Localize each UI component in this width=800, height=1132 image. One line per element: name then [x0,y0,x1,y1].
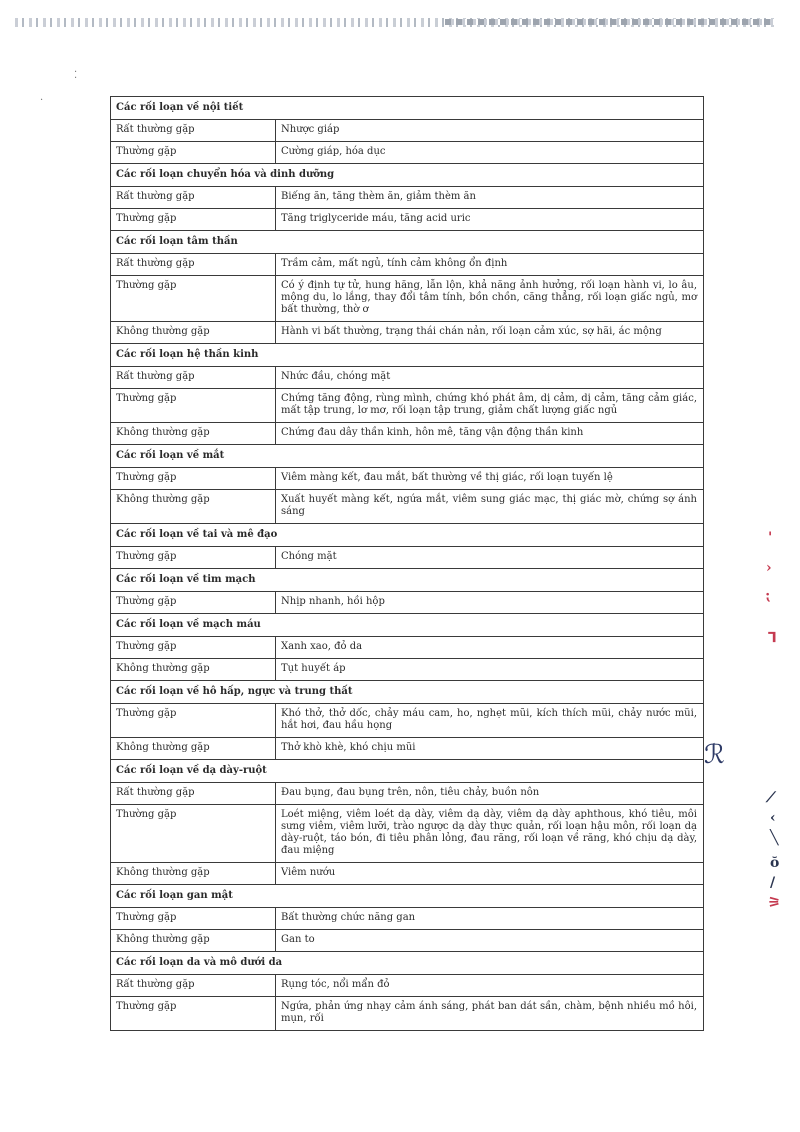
table-row [111,254,704,276]
section-header-row [111,760,704,783]
effect-cell: Viêm màng kết, đau mắt, bất thường về thị giác, rối loạn tuyến lệ [276,468,704,490]
table-row [111,276,704,322]
table-row [111,738,704,760]
effect-cell: Nhịp nhanh, hồi hộp [276,592,704,614]
effect-cell: Trầm cảm, mất ngủ, tính cảm không ổn định [276,254,704,276]
frequency-cell: Thường gặp [111,389,276,423]
table-row [111,423,704,445]
effect-cell: Đau bụng, đau bụng trên, nôn, tiêu chảy, buồn nôn [276,783,704,805]
effect-cell: Nhức đầu, chóng mặt [276,367,704,389]
frequency-cell: Thường gặp [111,805,276,863]
section-header-row [111,681,704,704]
margin-mark: ' [768,530,773,546]
table-row [111,704,704,738]
frequency-cell: Không thường gặp [111,322,276,344]
frequency-cell: Không thường gặp [111,490,276,524]
frequency-cell: Không thường gặp [111,659,276,681]
effect-cell: Xanh xao, đỏ da [276,637,704,659]
frequency-cell: Thường gặp [111,592,276,614]
effect-cell: Ngứa, phản ứng nhạy cảm ánh sáng, phát ban dát sần, chàm, bệnh nhiều mồ hôi, mụn, rối [276,997,704,1031]
section-title: Các rối loạn da và mô dưới da [111,952,704,975]
section-title: Các rối loạn về tai và mê đạo [111,524,704,547]
frequency-cell: Thường gặp [111,468,276,490]
table-row [111,367,704,389]
adverse-effects-table [110,96,704,1031]
section-title: Các rối loạn về hô hấp, ngực và trung thất [111,681,704,704]
effect-cell: Bất thường chức năng gan [276,908,704,930]
margin-mark: ŏ [770,855,780,871]
effect-cell: Cường giáp, hóa dục [276,142,704,164]
section-title: Các rối loạn về mạch máu [111,614,704,637]
section-header-row [111,952,704,975]
frequency-cell: Thường gặp [111,704,276,738]
frequency-cell: Không thường gặp [111,930,276,952]
section-title: Các rối loạn chuyển hóa và dinh dưỡng [111,164,704,187]
frequency-cell: Rất thường gặp [111,975,276,997]
table-row [111,547,704,569]
section-title: Các rối loạn về mắt [111,445,704,468]
frequency-cell: Thường gặp [111,209,276,231]
frequency-cell: Không thường gặp [111,423,276,445]
section-header-row [111,445,704,468]
scan-speck: · [40,95,44,106]
margin-mark: ⟋ [766,790,776,806]
margin-mark: ⅂ [768,630,776,646]
section-header-row [111,569,704,592]
section-title: Các rối loạn về dạ dày-ruột [111,760,704,783]
effect-cell: Xuất huyết màng kết, ngứa mắt, viêm sung giác mạc, thị giác mờ, chứng sợ ánh sáng [276,490,704,524]
frequency-cell: Thường gặp [111,276,276,322]
frequency-cell: Thường gặp [111,908,276,930]
effect-cell: Nhược giáp [276,120,704,142]
table-row [111,805,704,863]
effect-cell: Rụng tóc, nổi mẩn đỏ [276,975,704,997]
frequency-cell: Thường gặp [111,142,276,164]
section-header-row [111,231,704,254]
section-title: Các rối loạn gan mật [111,885,704,908]
table-row [111,322,704,344]
effect-cell: Chứng đau dây thần kinh, hôn mê, tăng vận động thần kinh [276,423,704,445]
table-row [111,930,704,952]
effect-cell: Tăng triglyceride máu, tăng acid uric [276,209,704,231]
frequency-cell: Thường gặp [111,547,276,569]
effect-cell: Có ý định tự tử, hung hăng, lẫn lộn, khả năng ảnh hưởng, rối loạn hành vi, lo âu, mộng du, lo lắng, thay đổi tâm tính, bồn chồn, căng thẳng, rối loạn giấc ngủ, mơ bất thường, thờ ơ [276,276,704,322]
frequency-cell: Thường gặp [111,637,276,659]
section-title: Các rối loạn tâm thần [111,231,704,254]
margin-stamp-marks [760,530,790,910]
table-row [111,187,704,209]
section-header-row [111,344,704,367]
section-header-row [111,97,704,120]
frequency-cell: Rất thường gặp [111,187,276,209]
table-row [111,490,704,524]
margin-mark: ⁏ [766,588,772,604]
effect-cell: Thở khò khè, khó chịu mũi [276,738,704,760]
effect-cell: Viêm nướu [276,863,704,885]
frequency-cell: Rất thường gặp [111,254,276,276]
margin-mark: ╲ [770,830,779,846]
section-header-row [111,164,704,187]
scan-speck: ⁚ [74,70,78,81]
effect-cell: Loét miệng, viêm loét dạ dày, viêm dạ dày, viêm dạ dày aphthous, khó tiêu, môi sưng viêm, viêm lưỡi, trào ngược dạ dày thực quản, rối loạn hậu môn, rối loạn dạ dày-ruột, táo bón, đi tiêu phân lỏng, đau răng, rối loạn về răng, khó chịu dạ dày, đau miệng [276,805,704,863]
effect-cell: Gan to [276,930,704,952]
table-row [111,120,704,142]
margin-mark: ‹ [770,810,776,826]
table-row [111,997,704,1031]
frequency-cell: Không thường gặp [111,738,276,760]
section-title: Các rối loạn hệ thần kinh [111,344,704,367]
table-body [111,97,704,1031]
effect-cell: Khó thở, thở dốc, chảy máu cam, ho, nghẹt mũi, kích thích mũi, chảy nước mũi, hắt hơi, đau hầu họng [276,704,704,738]
section-header-row [111,885,704,908]
table-row [111,142,704,164]
frequency-cell: Thường gặp [111,997,276,1031]
table-row [111,389,704,423]
section-header-row [111,524,704,547]
scan-artifact-top-edge [15,18,775,27]
table-row [111,908,704,930]
table-row [111,592,704,614]
table-row [111,209,704,231]
effect-cell: Chứng tăng động, rùng mình, chứng khó phát âm, dị cảm, dị cảm, tăng cảm giác, mất tập trung, lơ mơ, rối loạn tập trung, giảm chất lượng giấc ngủ [276,389,704,423]
handwritten-mark: ℛ [704,740,725,770]
margin-mark: ⚞ [768,895,781,911]
table-row [111,659,704,681]
frequency-cell: Rất thường gặp [111,367,276,389]
effect-cell: Tụt huyết áp [276,659,704,681]
table-row [111,783,704,805]
section-title: Các rối loạn về nội tiết [111,97,704,120]
table-row [111,468,704,490]
table-row [111,863,704,885]
table-row [111,637,704,659]
table-row [111,975,704,997]
margin-mark: / [770,875,776,891]
frequency-cell: Rất thường gặp [111,783,276,805]
margin-mark: › [766,560,772,576]
effect-cell: Biếng ăn, tăng thèm ăn, giảm thèm ăn [276,187,704,209]
effect-cell: Hành vi bất thường, trạng thái chán nản, rối loạn cảm xúc, sợ hãi, ác mộng [276,322,704,344]
section-header-row [111,614,704,637]
frequency-cell: Rất thường gặp [111,120,276,142]
section-title: Các rối loạn về tim mạch [111,569,704,592]
effect-cell: Chóng mặt [276,547,704,569]
frequency-cell: Không thường gặp [111,863,276,885]
